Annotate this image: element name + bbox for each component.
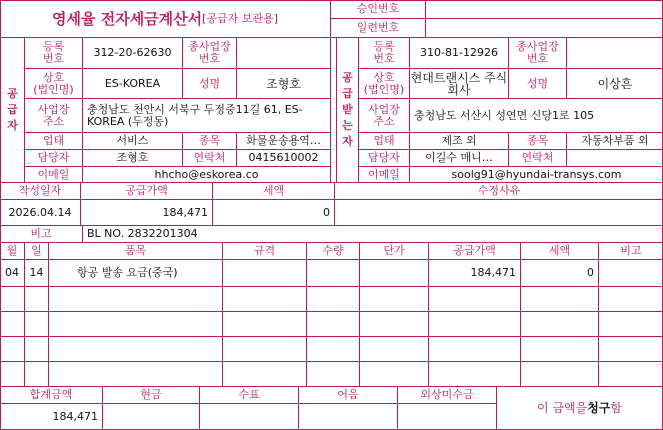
supplier-item: 화물운송용역… xyxy=(246,134,321,147)
col-unit-price: 단가 xyxy=(383,244,405,257)
supplier-rep-label: 성명 xyxy=(198,76,221,90)
row-supply: 184,471 xyxy=(470,266,516,279)
date-label: 작성일자 xyxy=(18,184,62,197)
buyer-branch-label: 종사업장 번호 xyxy=(516,40,559,65)
row-day: 14 xyxy=(29,266,44,279)
supplier-contact: 0415610002 xyxy=(248,151,319,164)
revision-reason-label: 수정사유 xyxy=(477,184,521,197)
buyer-biz: 제조 외 xyxy=(441,134,477,147)
buyer-email-label: 이메일 xyxy=(368,167,400,181)
check-label: 수표 xyxy=(238,388,260,401)
buyer-manager: 이길수 매니… xyxy=(425,151,493,164)
subtitle-text: [공급자 보관용] xyxy=(202,12,278,25)
supplier-biz-label: 업태 xyxy=(42,134,65,147)
col-day: 일 xyxy=(31,244,42,257)
note-label: 어음 xyxy=(337,388,359,401)
buyer-biz-label: 업태 xyxy=(373,134,395,147)
buyer-name: 현대트랜시스 주식회사 xyxy=(410,70,508,97)
col-month: 월 xyxy=(6,244,18,257)
row-tax: 0 xyxy=(587,266,594,279)
col-remark: 비고 xyxy=(620,244,642,257)
serial-number-label: 일련번호 xyxy=(356,21,400,34)
buyer-rep-label: 성명 xyxy=(526,76,549,90)
supplier-email: hhcho@eskorea.co xyxy=(154,167,259,181)
row-item-name: 항공 발송 요금(중국) xyxy=(77,266,178,279)
buyer-manager-label: 담당자 xyxy=(368,151,400,164)
supplier-item-label: 종목 xyxy=(198,134,221,147)
col-qty: 수량 xyxy=(322,244,344,257)
tax-amount: 0 xyxy=(323,205,330,219)
buyer-reg-label: 등록 번호 xyxy=(373,40,395,65)
supply-amount-label: 공급가액 xyxy=(125,184,168,197)
memo-value: BL NO. 2832201304 xyxy=(87,227,198,240)
supplier-manager: 조형호 xyxy=(116,151,149,164)
total-label: 합계금액 xyxy=(29,388,73,401)
supplier-rep: 조형호 xyxy=(266,76,301,91)
supplier-reg-number: 312-20-62630 xyxy=(93,46,172,59)
buyer-email: soolg91@hyundai-transys.com xyxy=(451,167,622,181)
supplier-manager-label: 담당자 xyxy=(37,151,70,164)
claim-word: 청구 xyxy=(587,401,611,415)
buyer-rep: 이상흔 xyxy=(597,76,633,91)
buyer-side-label: 공 급 받 는 자 xyxy=(342,71,353,148)
row-month: 04 xyxy=(5,266,19,279)
buyer-address-label: 사업장 주소 xyxy=(368,102,400,128)
col-item-name: 품목 xyxy=(124,244,147,257)
invoice-title xyxy=(0,1,330,37)
tax-amount-label: 세액 xyxy=(262,184,285,197)
supplier-name-label: 상호 (법인명) xyxy=(33,70,74,96)
supplier-address: 충청남도 천안시 서북구 두정중11길 61, ES-KOREA (두정동) xyxy=(87,102,303,128)
title-text: 영세율 전자세금계산서 xyxy=(52,10,203,28)
supplier-contact-label: 연락처 xyxy=(193,151,226,164)
cash-label: 현금 xyxy=(140,388,162,401)
buyer-address: 충청남도 서산시 성연면 신당1로 105 xyxy=(414,108,595,122)
buyer-name-label: 상호 (법인명) xyxy=(363,70,405,96)
buyer-item: 자동차부품 외 xyxy=(581,134,649,147)
memo-label: 비고 xyxy=(30,227,52,240)
supplier-branch-label: 종사업장 번호 xyxy=(188,40,231,65)
col-supply: 공급가액 xyxy=(453,244,496,257)
supply-amount: 184,471 xyxy=(162,205,208,219)
supplier-side-label: 공 급 자 xyxy=(7,87,18,132)
buyer-contact-label: 연락처 xyxy=(521,151,554,164)
claim-statement: 이 금액을 청구 함 xyxy=(537,401,622,415)
col-tax: 세액 xyxy=(548,244,571,257)
buyer-reg-number: 310-81-12926 xyxy=(420,46,498,59)
supplier-biz: 서비스 xyxy=(116,134,149,147)
issue-date: 2026.04.14 xyxy=(8,205,72,219)
total-amount: 184,471 xyxy=(52,409,98,423)
supplier-reg-label: 등록 번호 xyxy=(42,40,65,65)
col-spec: 규격 xyxy=(253,244,276,257)
approval-number-label: 승인번호 xyxy=(356,2,400,15)
buyer-item-label: 종목 xyxy=(526,134,549,147)
supplier-email-label: 이메일 xyxy=(37,167,70,181)
supplier-name: ES-KOREA xyxy=(104,76,161,90)
supplier-address-label: 사업장 주소 xyxy=(37,102,70,128)
credit-label: 외상미수금 xyxy=(420,388,474,401)
